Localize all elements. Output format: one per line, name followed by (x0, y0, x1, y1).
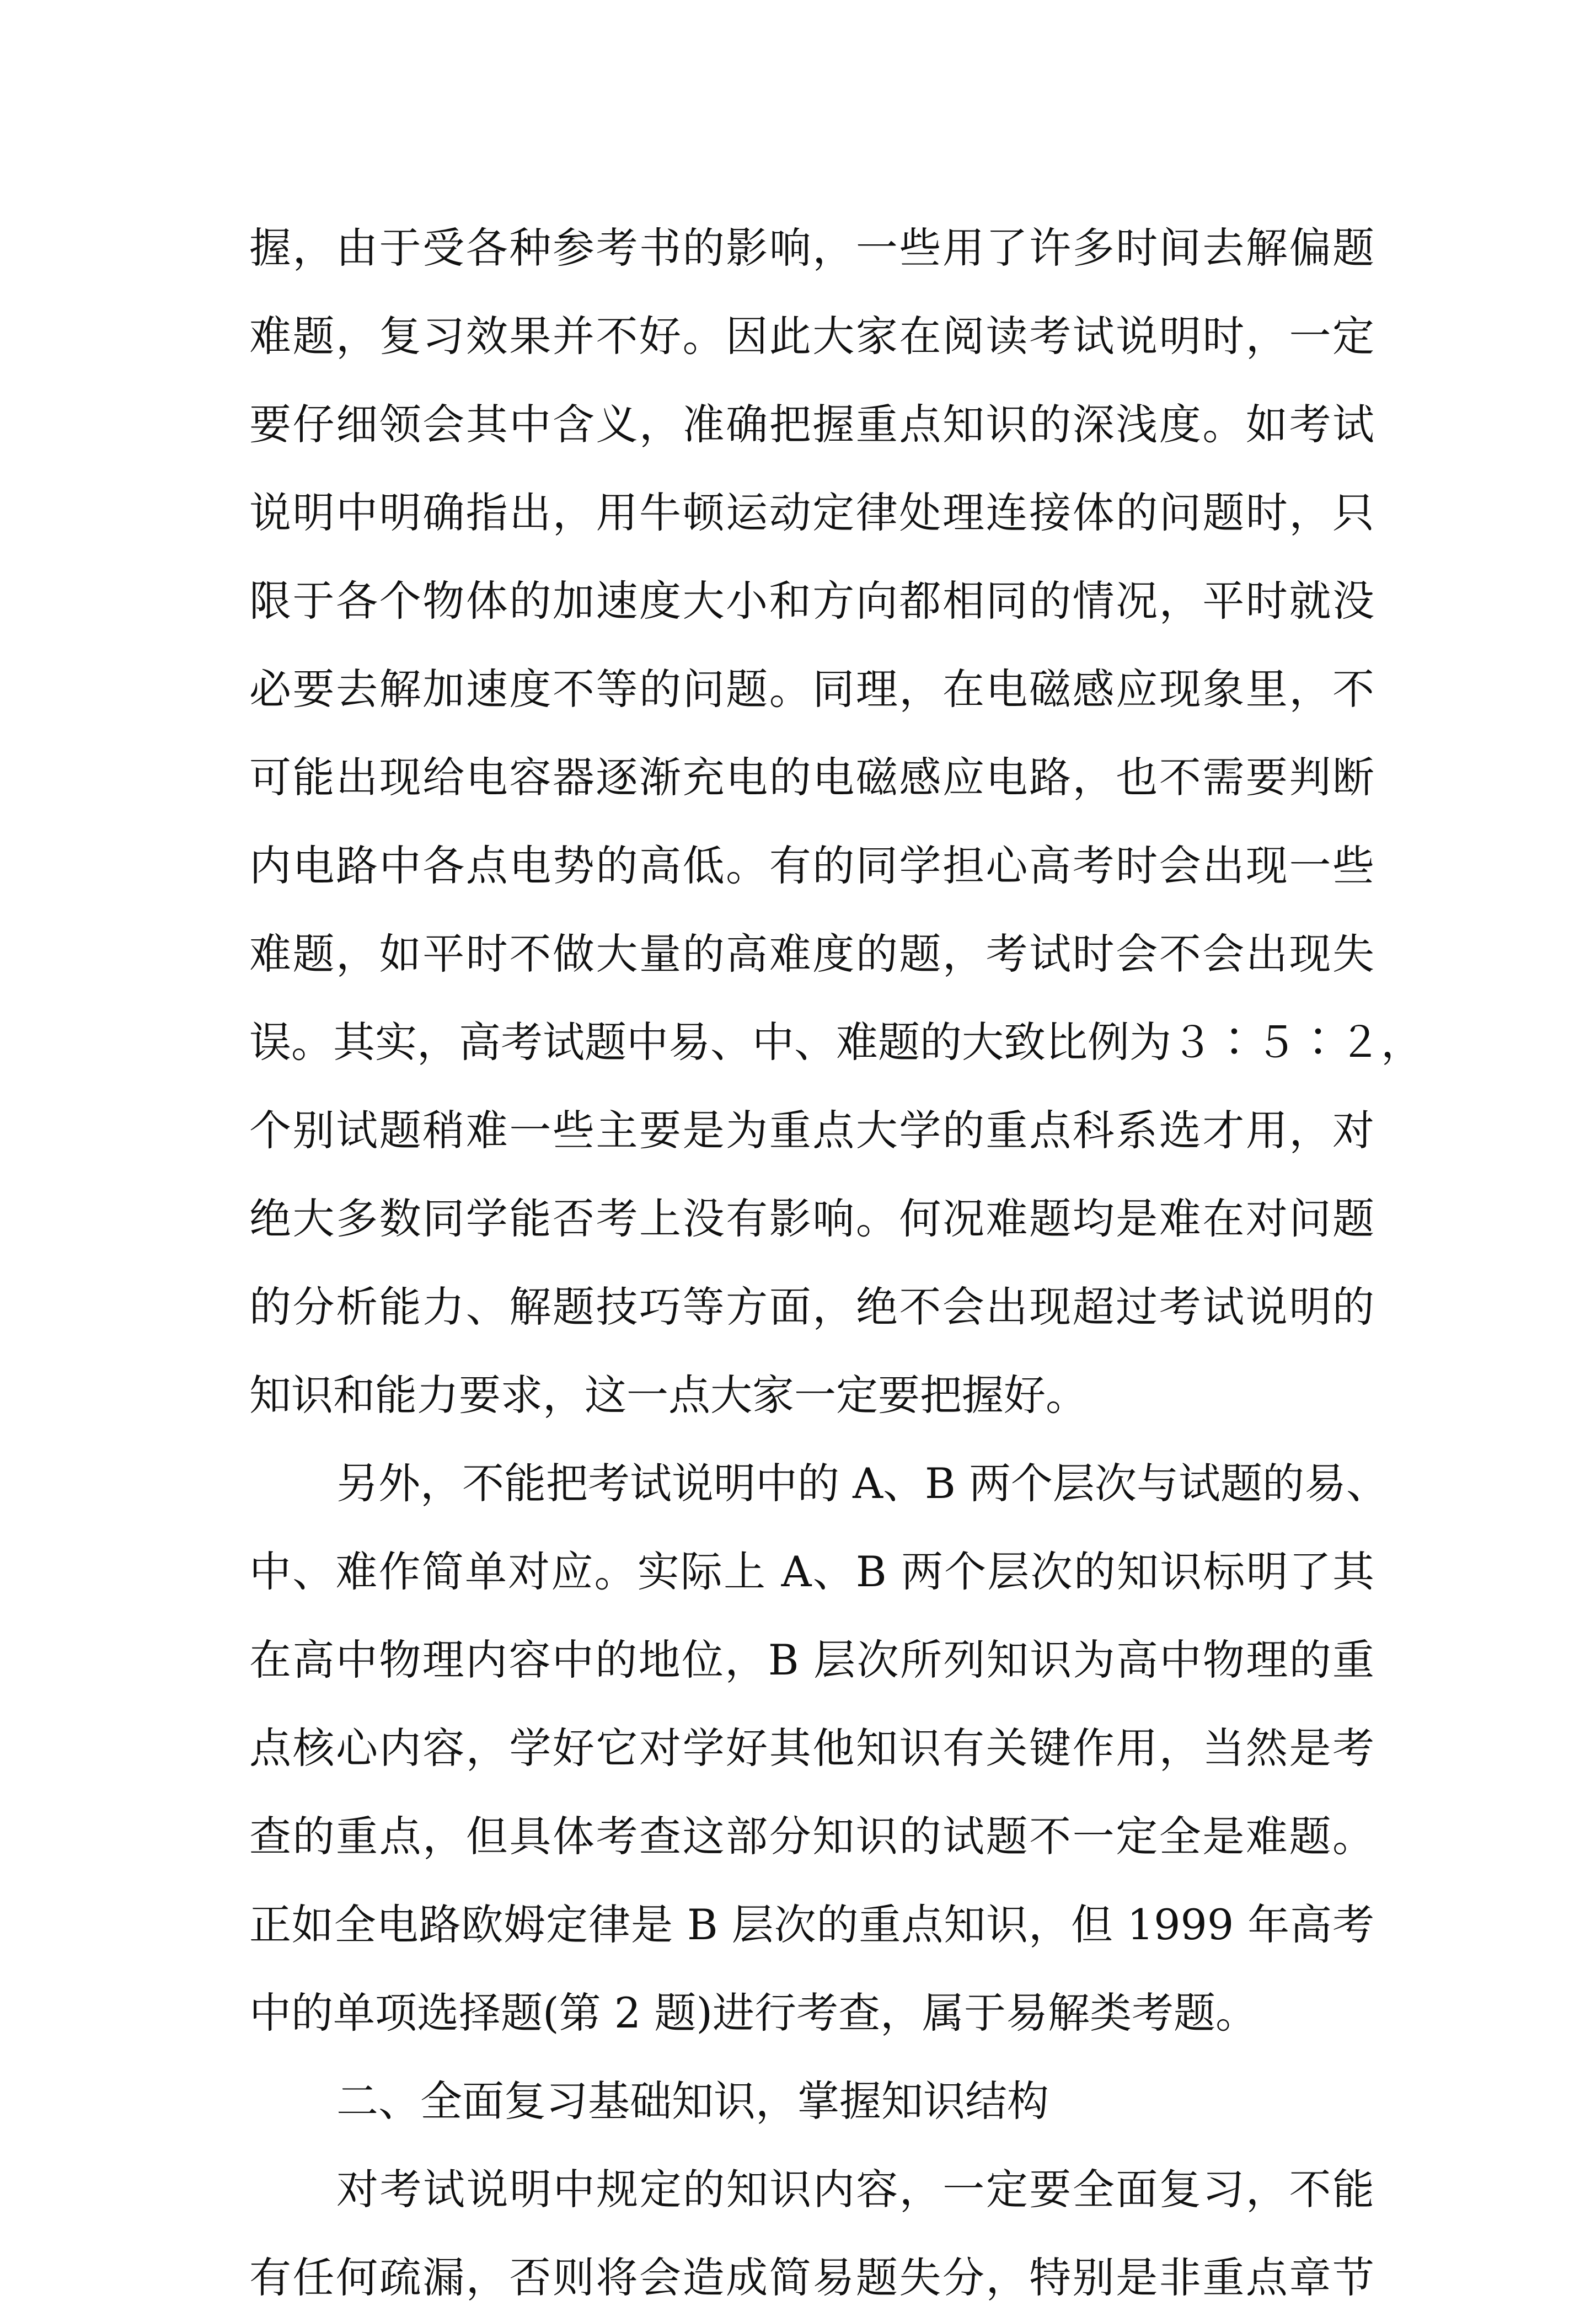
text-line: 知识和能力要求，这一点大家一定要把握好。 (249, 1371, 1088, 1420)
text-line: 点核心内容，学好它对学好其他知识有关键作用，当然是考 (249, 1724, 1374, 1773)
text-line: 误。其实，高考试题中易、中、难题的大致比例为３∶５∶２， (249, 1018, 1423, 1067)
text-line: 必要去解加速度不等的问题。同理，在电磁感应现象里，不 (249, 665, 1374, 714)
text-line: 限于各个物体的加速度大小和方向都相同的情况，平时就没 (249, 576, 1374, 625)
text-line: 说明中明确指出，用牛顿运动定律处理连接体的问题时，只 (249, 488, 1374, 537)
text-line: 可能出现给电容器逐渐充电的电磁感应电路，也不需要判断 (249, 753, 1374, 802)
text-line: 绝大多数同学能否考上没有影响。何况难题均是难在对问题 (249, 1194, 1374, 1243)
text-line: 中、难作简单对应。实际上 A、B 两个层次的知识标明了其 (249, 1547, 1374, 1596)
text-line: 的分析能力、解题技巧等方面，绝不会出现超过考试说明的 (249, 1282, 1374, 1331)
text-line: 要仔细领会其中含义，准确把握重点知识的深浅度。如考试 (249, 400, 1374, 449)
text-line: 有任何疏漏，否则将会造成简易题失分，特别是非重点章节 (249, 2253, 1374, 2302)
text-line: 查的重点，但具体考查这部分知识的试题不一定全是难题。 (249, 1812, 1374, 1861)
text-line: 握，由于受各种参考书的影响，一些用了许多时间去解偏题 (249, 223, 1374, 272)
section-heading: 二、全面复习基础知识，掌握知识结构 (336, 2077, 1049, 2126)
text-line: 另外，不能把考试说明中的 A、B 两个层次与试题的易、 (336, 1459, 1389, 1508)
text-line: 正如全电路欧姆定律是 B 层次的重点知识，但 1999 年高考 (249, 1900, 1374, 1949)
text-line: 对考试说明中规定的知识内容，一定要全面复习，不能 (336, 2165, 1374, 2214)
text-line: 在高中物理内容中的地位，B 层次所列知识为高中物理的重 (249, 1635, 1374, 1684)
text-line: 中的单项选择题(第 2 题)进行考查，属于易解类考题。 (249, 1988, 1257, 2037)
text-line: 难题，如平时不做大量的高难度的题，考试时会不会出现失 (249, 929, 1374, 978)
text-line: 内电路中各点电势的高低。有的同学担心高考时会出现一些 (249, 841, 1374, 890)
text-line: 难题，复习效果并不好。因此大家在阅读考试说明时，一定 (249, 312, 1374, 361)
document-body (249, 204, 1423, 2322)
text-line: 个别试题稍难一些主要是为重点大学的重点科系选才用，对 (249, 1106, 1374, 1155)
